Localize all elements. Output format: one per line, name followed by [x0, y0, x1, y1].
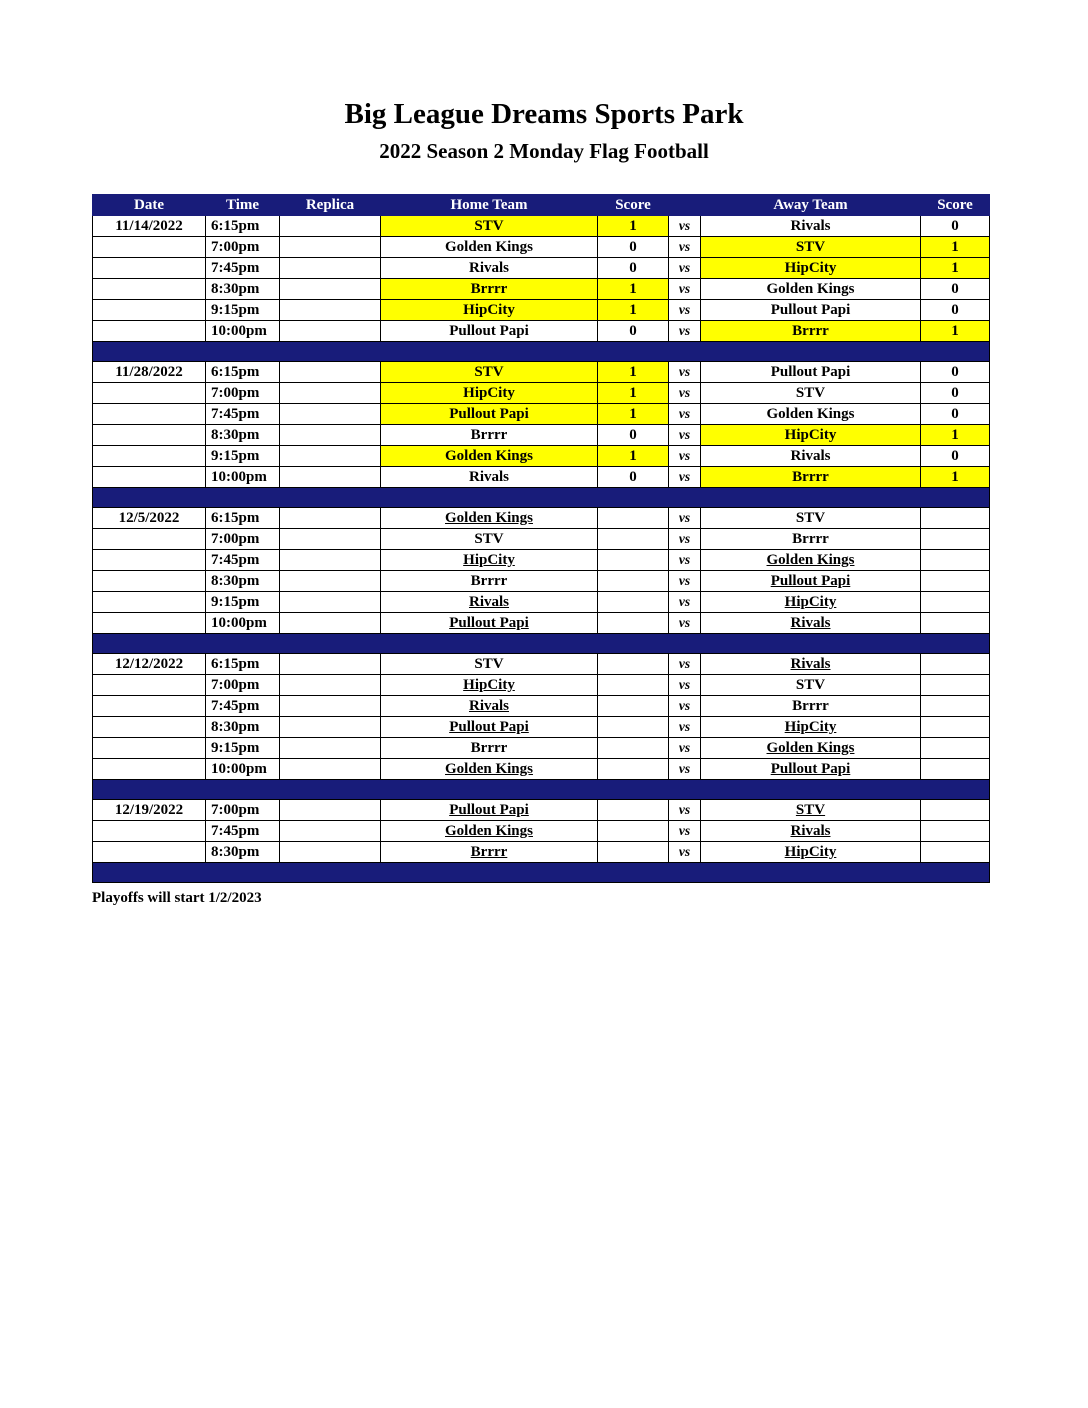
vs-cell: vs: [669, 446, 701, 467]
playoffs-note: Playoffs will start 1/2/2023: [92, 890, 262, 906]
away-score-cell: [921, 675, 990, 696]
date-cell: [93, 258, 206, 279]
date-cell: [93, 592, 206, 613]
game-row: [93, 237, 990, 258]
home-team-cell: Rivals: [381, 592, 598, 613]
away-team-cell: STV: [701, 508, 921, 529]
game-row: [93, 404, 990, 425]
time-cell: 10:00pm: [206, 467, 280, 488]
time-cell: 6:15pm: [206, 362, 280, 383]
home-score-cell: [598, 738, 669, 759]
replica-cell: [280, 654, 381, 675]
schedule-table: [92, 194, 990, 883]
home-score-cell: 1: [598, 216, 669, 237]
home-team-cell: HipCity: [381, 675, 598, 696]
week-separator: [93, 488, 990, 508]
vs-cell: vs: [669, 321, 701, 342]
away-team-cell: HipCity: [701, 425, 921, 446]
date-cell: [93, 321, 206, 342]
replica-cell: [280, 362, 381, 383]
away-score-cell: [921, 696, 990, 717]
time-cell: 7:45pm: [206, 550, 280, 571]
game-row: [93, 425, 990, 446]
game-row: [93, 842, 990, 863]
home-team-cell: STV: [381, 529, 598, 550]
home-score-cell: [598, 842, 669, 863]
game-row: [93, 571, 990, 592]
vs-cell: vs: [669, 529, 701, 550]
away-team-cell: Pullout Papi: [701, 571, 921, 592]
game-row: [93, 821, 990, 842]
away-score-cell: [921, 613, 990, 634]
home-score-cell: 1: [598, 300, 669, 321]
home-team-cell: Rivals: [381, 258, 598, 279]
game-row: [93, 216, 990, 237]
away-team-cell: Golden Kings: [701, 550, 921, 571]
home-team-cell: Rivals: [381, 467, 598, 488]
date-cell: [93, 842, 206, 863]
game-row: [93, 675, 990, 696]
home-score-cell: 1: [598, 404, 669, 425]
home-score-cell: [598, 529, 669, 550]
away-team-cell: STV: [701, 383, 921, 404]
week-separator: [93, 863, 990, 883]
date-cell: [93, 467, 206, 488]
time-cell: 10:00pm: [206, 759, 280, 780]
week-separator: [93, 342, 990, 362]
vs-cell: vs: [669, 467, 701, 488]
header-vs-spacer: [669, 195, 701, 216]
vs-cell: vs: [669, 550, 701, 571]
game-row: [93, 759, 990, 780]
home-team-cell: HipCity: [381, 550, 598, 571]
vs-cell: vs: [669, 362, 701, 383]
home-team-cell: HipCity: [381, 300, 598, 321]
vs-cell: vs: [669, 571, 701, 592]
header-home-score: Score: [598, 195, 669, 216]
date-cell: [93, 425, 206, 446]
home-score-cell: [598, 759, 669, 780]
away-score-cell: 0: [921, 446, 990, 467]
time-cell: 6:15pm: [206, 216, 280, 237]
vs-cell: vs: [669, 425, 701, 446]
away-score-cell: [921, 717, 990, 738]
replica-cell: [280, 550, 381, 571]
away-team-cell: Golden Kings: [701, 279, 921, 300]
time-cell: 9:15pm: [206, 592, 280, 613]
time-cell: 8:30pm: [206, 279, 280, 300]
home-team-cell: Pullout Papi: [381, 404, 598, 425]
date-cell: [93, 696, 206, 717]
away-score-cell: 0: [921, 383, 990, 404]
away-score-cell: [921, 654, 990, 675]
week-separator-row: [93, 488, 990, 508]
home-score-cell: 0: [598, 237, 669, 258]
home-team-cell: STV: [381, 362, 598, 383]
time-cell: 7:45pm: [206, 258, 280, 279]
away-team-cell: Golden Kings: [701, 404, 921, 425]
time-cell: 9:15pm: [206, 738, 280, 759]
home-team-cell: Brrrr: [381, 738, 598, 759]
date-cell: [93, 300, 206, 321]
away-team-cell: Brrrr: [701, 696, 921, 717]
replica-cell: [280, 237, 381, 258]
date-cell: [93, 279, 206, 300]
away-team-cell: HipCity: [701, 842, 921, 863]
home-score-cell: 1: [598, 383, 669, 404]
home-team-cell: Golden Kings: [381, 508, 598, 529]
time-cell: 7:45pm: [206, 404, 280, 425]
replica-cell: [280, 800, 381, 821]
replica-cell: [280, 279, 381, 300]
week-separator-row: [93, 342, 990, 362]
game-row: [93, 696, 990, 717]
home-score-cell: [598, 508, 669, 529]
home-score-cell: [598, 696, 669, 717]
schedule-body: [93, 216, 990, 883]
away-team-cell: Rivals: [701, 216, 921, 237]
date-cell: [93, 446, 206, 467]
week-separator: [93, 634, 990, 654]
replica-cell: [280, 216, 381, 237]
away-team-cell: STV: [701, 675, 921, 696]
date-cell: [93, 404, 206, 425]
away-score-cell: 1: [921, 237, 990, 258]
page-title: Big League Dreams Sports Park: [344, 98, 744, 130]
vs-cell: vs: [669, 383, 701, 404]
game-row: [93, 362, 990, 383]
game-row: [93, 529, 990, 550]
away-score-cell: 0: [921, 300, 990, 321]
game-row: [93, 592, 990, 613]
replica-cell: [280, 404, 381, 425]
home-team-cell: Rivals: [381, 696, 598, 717]
vs-cell: vs: [669, 696, 701, 717]
week-separator-row: [93, 634, 990, 654]
away-score-cell: 0: [921, 362, 990, 383]
date-cell: [93, 613, 206, 634]
away-team-cell: Brrrr: [701, 467, 921, 488]
away-team-cell: Rivals: [701, 821, 921, 842]
replica-cell: [280, 383, 381, 404]
date-cell: [93, 550, 206, 571]
vs-cell: vs: [669, 279, 701, 300]
time-cell: 8:30pm: [206, 425, 280, 446]
time-cell: 7:45pm: [206, 821, 280, 842]
game-row: [93, 321, 990, 342]
replica-cell: [280, 842, 381, 863]
vs-cell: vs: [669, 738, 701, 759]
home-team-cell: Brrrr: [381, 842, 598, 863]
date-cell: [93, 529, 206, 550]
replica-cell: [280, 529, 381, 550]
home-team-cell: STV: [381, 654, 598, 675]
time-cell: 9:15pm: [206, 446, 280, 467]
vs-cell: vs: [669, 842, 701, 863]
vs-cell: vs: [669, 404, 701, 425]
home-score-cell: [598, 613, 669, 634]
away-score-cell: 0: [921, 279, 990, 300]
replica-cell: [280, 613, 381, 634]
away-score-cell: 1: [921, 321, 990, 342]
away-team-cell: Brrrr: [701, 321, 921, 342]
replica-cell: [280, 300, 381, 321]
header-away-team: Away Team: [701, 195, 921, 216]
game-row: [93, 800, 990, 821]
home-score-cell: [598, 550, 669, 571]
vs-cell: vs: [669, 675, 701, 696]
replica-cell: [280, 592, 381, 613]
game-row: [93, 279, 990, 300]
home-team-cell: Brrrr: [381, 279, 598, 300]
date-cell: 12/5/2022: [93, 508, 206, 529]
away-score-cell: [921, 508, 990, 529]
home-score-cell: 1: [598, 279, 669, 300]
game-row: [93, 613, 990, 634]
game-row: [93, 508, 990, 529]
away-team-cell: HipCity: [701, 592, 921, 613]
time-cell: 8:30pm: [206, 842, 280, 863]
time-cell: 8:30pm: [206, 571, 280, 592]
away-team-cell: Brrrr: [701, 529, 921, 550]
away-team-cell: Rivals: [701, 654, 921, 675]
time-cell: 10:00pm: [206, 613, 280, 634]
time-cell: 7:00pm: [206, 237, 280, 258]
home-team-cell: Golden Kings: [381, 821, 598, 842]
vs-cell: vs: [669, 800, 701, 821]
away-team-cell: Pullout Papi: [701, 300, 921, 321]
replica-cell: [280, 508, 381, 529]
date-cell: [93, 759, 206, 780]
home-score-cell: [598, 571, 669, 592]
time-cell: 7:00pm: [206, 800, 280, 821]
vs-cell: vs: [669, 216, 701, 237]
away-score-cell: [921, 738, 990, 759]
away-score-cell: [921, 821, 990, 842]
time-cell: 7:00pm: [206, 529, 280, 550]
replica-cell: [280, 321, 381, 342]
away-score-cell: [921, 592, 990, 613]
date-cell: [93, 738, 206, 759]
home-score-cell: 0: [598, 467, 669, 488]
date-cell: 11/14/2022: [93, 216, 206, 237]
home-team-cell: Pullout Papi: [381, 321, 598, 342]
away-team-cell: Rivals: [701, 613, 921, 634]
header-replica: Replica: [280, 195, 381, 216]
vs-cell: vs: [669, 237, 701, 258]
replica-cell: [280, 467, 381, 488]
time-cell: 6:15pm: [206, 654, 280, 675]
time-cell: 10:00pm: [206, 321, 280, 342]
game-row: [93, 258, 990, 279]
replica-cell: [280, 571, 381, 592]
vs-cell: vs: [669, 759, 701, 780]
home-score-cell: 0: [598, 425, 669, 446]
time-cell: 7:00pm: [206, 383, 280, 404]
replica-cell: [280, 738, 381, 759]
home-team-cell: Golden Kings: [381, 237, 598, 258]
home-score-cell: [598, 675, 669, 696]
away-team-cell: HipCity: [701, 258, 921, 279]
header-away-score: Score: [921, 195, 990, 216]
away-team-cell: Pullout Papi: [701, 759, 921, 780]
date-cell: 11/28/2022: [93, 362, 206, 383]
page-subtitle: 2022 Season 2 Monday Flag Football: [379, 139, 709, 163]
home-score-cell: [598, 821, 669, 842]
home-team-cell: Golden Kings: [381, 759, 598, 780]
game-row: [93, 717, 990, 738]
time-cell: 9:15pm: [206, 300, 280, 321]
date-cell: [93, 571, 206, 592]
date-cell: [93, 383, 206, 404]
week-separator: [93, 780, 990, 800]
away-score-cell: 1: [921, 258, 990, 279]
away-team-cell: STV: [701, 800, 921, 821]
game-row: [93, 738, 990, 759]
date-cell: 12/12/2022: [93, 654, 206, 675]
date-cell: [93, 717, 206, 738]
home-score-cell: 1: [598, 446, 669, 467]
replica-cell: [280, 675, 381, 696]
away-score-cell: [921, 842, 990, 863]
date-cell: [93, 675, 206, 696]
header-row: [93, 195, 990, 216]
date-cell: 12/19/2022: [93, 800, 206, 821]
vs-cell: vs: [669, 300, 701, 321]
header-home-team: Home Team: [381, 195, 598, 216]
home-team-cell: Golden Kings: [381, 446, 598, 467]
away-score-cell: 0: [921, 216, 990, 237]
home-team-cell: Pullout Papi: [381, 717, 598, 738]
home-score-cell: [598, 592, 669, 613]
vs-cell: vs: [669, 654, 701, 675]
away-score-cell: 1: [921, 467, 990, 488]
replica-cell: [280, 258, 381, 279]
time-cell: 7:45pm: [206, 696, 280, 717]
away-score-cell: [921, 550, 990, 571]
replica-cell: [280, 696, 381, 717]
replica-cell: [280, 759, 381, 780]
vs-cell: vs: [669, 508, 701, 529]
home-score-cell: 1: [598, 362, 669, 383]
date-cell: [93, 237, 206, 258]
away-team-cell: Golden Kings: [701, 738, 921, 759]
replica-cell: [280, 446, 381, 467]
header-time: Time: [206, 195, 280, 216]
time-cell: 7:00pm: [206, 675, 280, 696]
away-team-cell: Rivals: [701, 446, 921, 467]
away-score-cell: [921, 800, 990, 821]
week-separator-row: [93, 780, 990, 800]
away-score-cell: 1: [921, 425, 990, 446]
vs-cell: vs: [669, 821, 701, 842]
home-team-cell: Pullout Papi: [381, 800, 598, 821]
time-cell: 6:15pm: [206, 508, 280, 529]
vs-cell: vs: [669, 258, 701, 279]
away-score-cell: [921, 571, 990, 592]
home-team-cell: Brrrr: [381, 425, 598, 446]
home-team-cell: HipCity: [381, 383, 598, 404]
date-cell: [93, 821, 206, 842]
game-row: [93, 654, 990, 675]
home-team-cell: Pullout Papi: [381, 613, 598, 634]
away-score-cell: 0: [921, 404, 990, 425]
header-date: Date: [93, 195, 206, 216]
game-row: [93, 383, 990, 404]
home-team-cell: Brrrr: [381, 571, 598, 592]
vs-cell: vs: [669, 592, 701, 613]
away-team-cell: Pullout Papi: [701, 362, 921, 383]
game-row: [93, 550, 990, 571]
home-score-cell: 0: [598, 321, 669, 342]
time-cell: 8:30pm: [206, 717, 280, 738]
vs-cell: vs: [669, 613, 701, 634]
game-row: [93, 300, 990, 321]
game-row: [93, 467, 990, 488]
away-team-cell: STV: [701, 237, 921, 258]
home-score-cell: [598, 654, 669, 675]
replica-cell: [280, 821, 381, 842]
away-score-cell: [921, 529, 990, 550]
home-team-cell: STV: [381, 216, 598, 237]
home-score-cell: [598, 717, 669, 738]
vs-cell: vs: [669, 717, 701, 738]
game-row: [93, 446, 990, 467]
away-team-cell: HipCity: [701, 717, 921, 738]
replica-cell: [280, 425, 381, 446]
week-separator-row: [93, 863, 990, 883]
home-score-cell: 0: [598, 258, 669, 279]
replica-cell: [280, 717, 381, 738]
away-score-cell: [921, 759, 990, 780]
home-score-cell: [598, 800, 669, 821]
